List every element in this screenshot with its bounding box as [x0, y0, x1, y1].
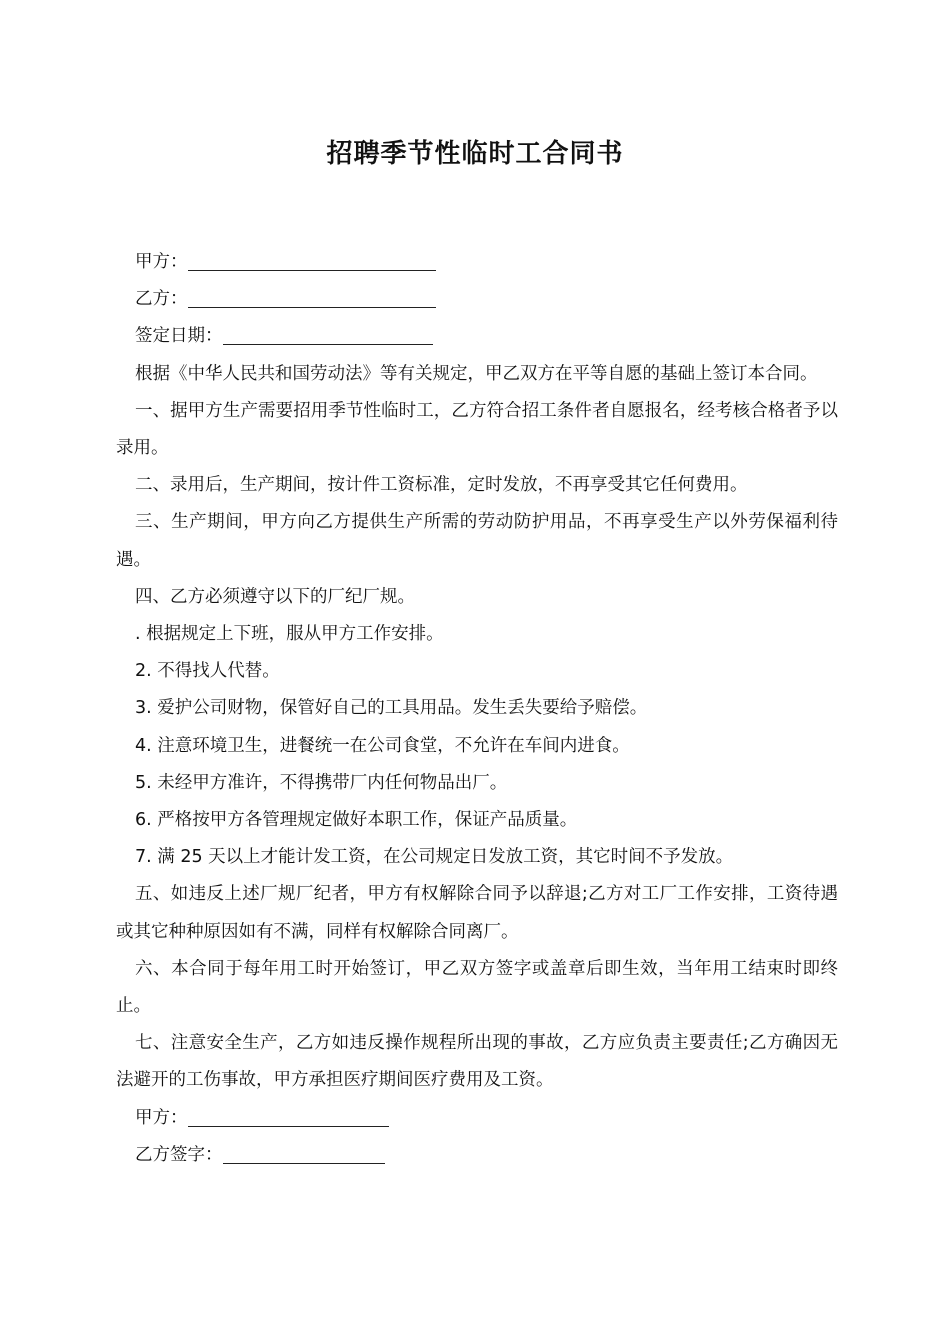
clause-7: 七、注意安全生产，乙方如违反操作规程所出现的事故，乙方应负责主要责任;乙方确因无法避开的工伤事故，甲方承担医疗期间医疗费用及工资。: [116, 1033, 838, 1091]
signature-party-a-label: 甲方：: [135, 1107, 188, 1128]
party-a-field: [116, 244, 838, 281]
clause-6: 六、本合同于每年用工时开始签订，甲乙双方签字或盖章后即生效，当年用工结束时即终止。: [116, 958, 838, 1017]
clause-5: 五、如违反上述厂规厂纪者，甲方有权解除合同予以辞退;乙方对工厂工作安排，工资待遇或其它种种原因如有不满，同样有权解除合同离厂。: [116, 884, 838, 942]
party-b-label: 乙方：: [135, 289, 188, 310]
party-a-label: 甲方：: [135, 252, 188, 272]
party-a-blank[interactable]: [188, 248, 436, 271]
document-title: 招聘季节性临时工合同书: [326, 139, 624, 169]
sign-date-field: [116, 318, 838, 355]
rule-item: 6. 严格按甲方各管理规定做好本职工作，保证产品质量。: [135, 810, 578, 831]
rule-item: 4. 注意环境卫生，进餐统一在公司食堂，不允许在车间内进食。: [135, 735, 630, 756]
rule-item: 3. 爱护公司财物，保管好自己的工具用品。发生丢失要给予赔偿。: [135, 698, 648, 719]
rule-item: . 根据规定上下班，服从甲方工作安排。: [135, 624, 444, 645]
rule-item: 2. 不得找人代替。: [135, 661, 280, 682]
rule-item: 5. 未经甲方准许，不得携带厂内任何物品出厂。: [135, 772, 508, 793]
sign-date-label: 签定日期：: [135, 326, 223, 347]
clause-4: 四、乙方必须遵守以下的厂纪厂规。: [135, 586, 415, 607]
sign-date-blank[interactable]: [223, 322, 433, 345]
party-b-field: [116, 281, 838, 318]
signature-party-b-label: 乙方签字：: [135, 1144, 223, 1165]
signature-party-b-field: [116, 1137, 838, 1174]
signature-party-b-blank[interactable]: [223, 1141, 385, 1164]
clause-1: 一、据甲方生产需要招用季节性临时工，乙方符合招工条件者自愿报名，经考核合格者予以录用。: [116, 400, 838, 459]
intro-paragraph: 根据《中华人民共和国劳动法》等有关规定，甲乙双方在平等自愿的基础上签订本合同。: [135, 363, 818, 384]
clause-3: 三、生产期间，甲方向乙方提供生产所需的劳动防护用品，不再享受生产以外劳保福利待遇。: [116, 512, 838, 570]
document-body: [116, 244, 838, 1174]
party-b-blank[interactable]: [188, 285, 436, 308]
signature-party-a-field: [116, 1100, 838, 1137]
rule-item: 7. 满 25 天以上才能计发工资，在公司规定日发放工资，其它时间不予发放。: [135, 847, 734, 868]
signature-party-a-blank[interactable]: [188, 1104, 389, 1127]
clause-2: 二、录用后，生产期间，按计件工资标准，定时发放，不再享受其它任何费用。: [135, 475, 748, 496]
